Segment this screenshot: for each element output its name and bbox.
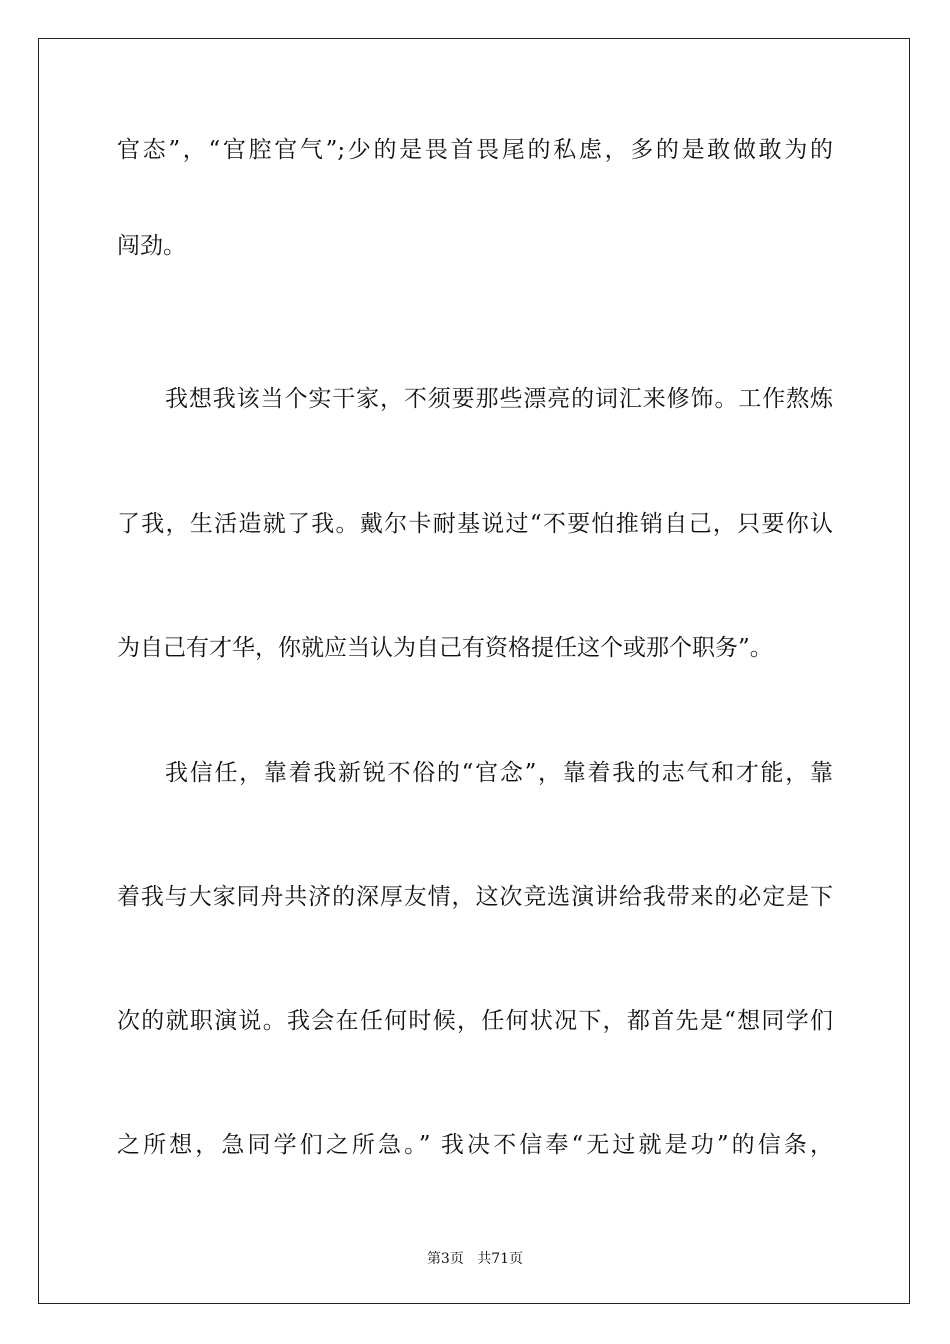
page-footer [0, 1248, 950, 1268]
text-line: 闯劲。 [117, 233, 186, 259]
paragraph-first-line: 我信任，靠着我新锐不俗的“官念”，靠着我的志气和才能，靠 [165, 760, 833, 786]
text-line: 为自己有才华，你就应当认为自己有资格提任这个或那个职务”。 [117, 635, 773, 661]
text-line: 了我，生活造就了我。戴尔卡耐基说过“不要怕推销自己，只要你认 [117, 511, 833, 537]
page-number: 第3页 [426, 1251, 464, 1267]
text-line: 官态”，“官腔官气”;少的是畏首畏尾的私虑，多的是敢做敢为的 [117, 137, 833, 163]
page-total: 共71页 [477, 1251, 524, 1267]
text-line: 着我与大家同舟共济的深厚友情，这次竞选演讲给我带来的必定是下 [117, 884, 833, 910]
paragraph-first-line: 我想我该当个实干家，不须要那些漂亮的词汇来修饰。工作熬炼 [165, 386, 833, 412]
text-line: 之所想，急同学们之所急。” 我决不信奉“无过就是功”的信条， [117, 1132, 833, 1158]
page-border [38, 38, 910, 1304]
text-line: 次的就职演说。我会在任何时候，任何状况下，都首先是“想同学们 [117, 1008, 833, 1034]
